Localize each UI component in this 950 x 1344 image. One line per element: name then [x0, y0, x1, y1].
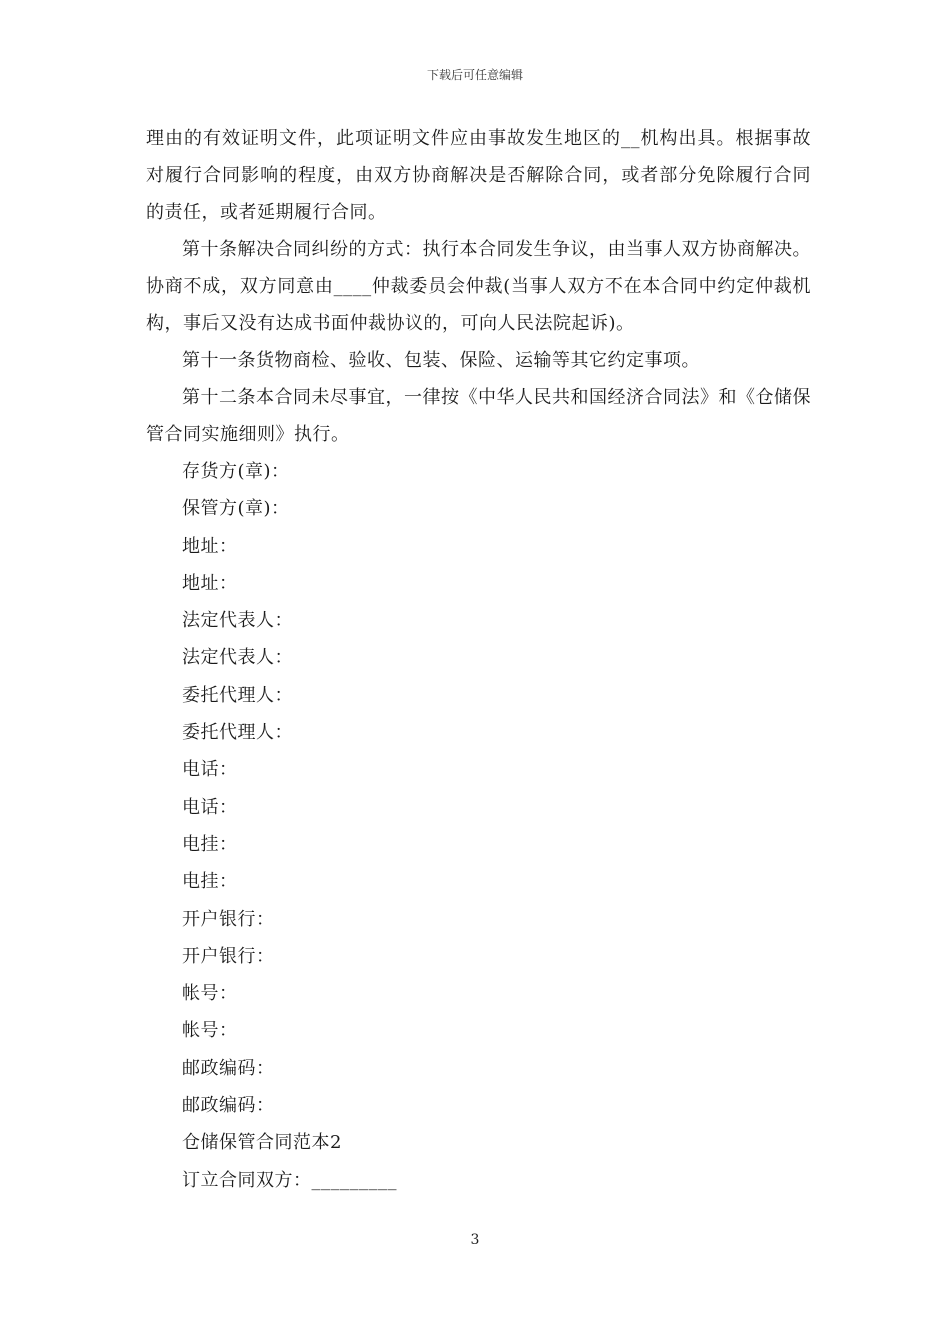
field-authorized-agent: 委托代理人：: [182, 722, 293, 744]
field-postal-code: 邮政编码：: [182, 1095, 275, 1117]
field-phone: 电话：: [182, 796, 238, 818]
field-postal-code: 邮政编码：: [182, 1057, 275, 1079]
field-account-number: 帐号：: [182, 983, 238, 1005]
field-legal-representative: 法定代表人：: [182, 647, 293, 669]
field-phone: 电话：: [182, 759, 238, 781]
signature-fields: [146, 453, 811, 1199]
field-address: 地址：: [182, 535, 238, 557]
page-header: 下载后可任意编辑: [426, 68, 523, 82]
field-telegraph: 电挂：: [182, 871, 238, 893]
field-depositor-seal: 存货方(章)：: [182, 461, 290, 482]
field-authorized-agent: 委托代理人：: [182, 684, 293, 706]
field-address: 地址：: [182, 572, 238, 594]
paragraph-article-10: 第十条解决合同纠纷的方式：执行本合同发生争议，由当事人双方协商解决。协商不成，双方同意由____仲裁委员会仲裁(当事人双方不在本合同中约定仲裁机构，事后又没有达成书面仲裁协议的，可向人民法院起诉)。: [146, 239, 811, 334]
field-legal-representative: 法定代表人：: [182, 610, 293, 632]
page-number: 3: [470, 1232, 480, 1248]
field-contracting-parties: 订立合同双方：_________: [182, 1169, 397, 1191]
field-telegraph: 电挂：: [182, 833, 238, 855]
field-bank: 开户银行：: [182, 908, 275, 930]
paragraph-continuation: 理由的有效证明文件，此项证明文件应由事故发生地区的__机构出具。根据事故对履行合同影响的程度，由双方协商解决是否解除合同，或者部分免除履行合同的责任，或者延期履行合同。: [146, 128, 811, 223]
field-custodian-seal: 保管方(章)：: [182, 498, 290, 520]
field-account-number: 帐号：: [182, 1020, 238, 1042]
paragraph-article-12: 第十二条本合同未尽事宜，一律按《中华人民共和国经济合同法》和《仓储保管合同实施细则》执行。: [146, 387, 811, 445]
field-bank: 开户银行：: [182, 945, 275, 967]
document-body: [146, 120, 811, 1199]
paragraph-article-11: 第十一条货物商检、验收、包装、保险、运输等其它约定事项。: [182, 350, 700, 371]
section-title-template-2: 仓储保管合同范本2: [182, 1132, 342, 1154]
